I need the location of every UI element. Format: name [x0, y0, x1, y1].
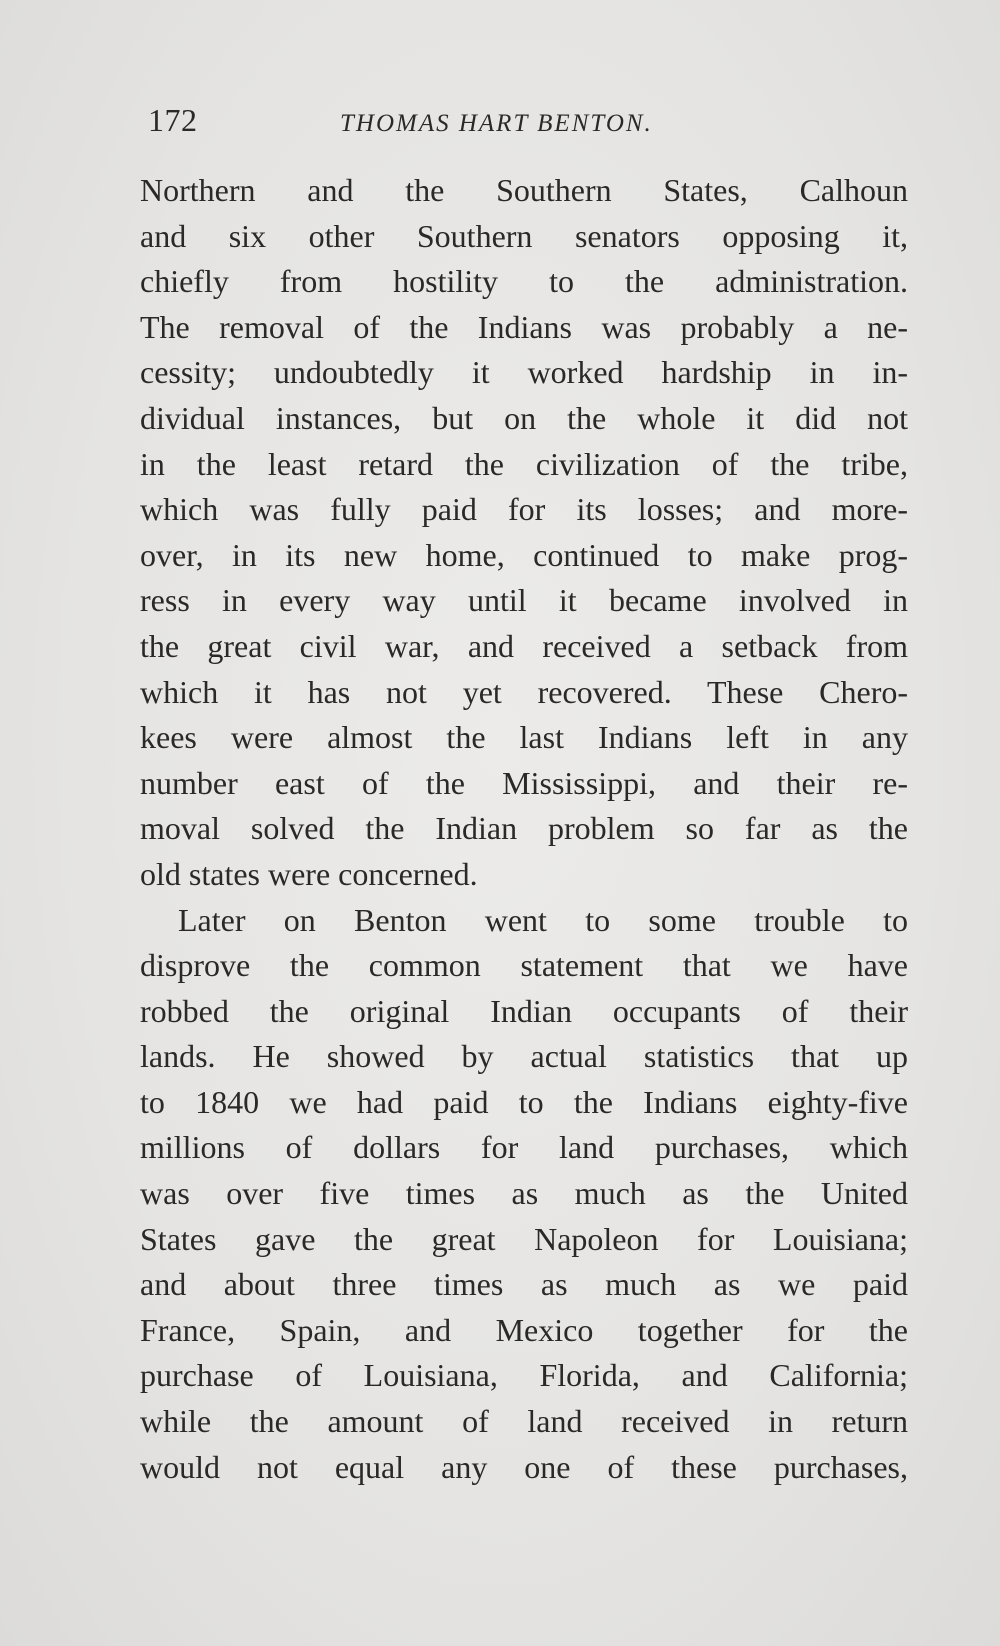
text-line: chiefly from hostility to the administration.	[140, 263, 908, 300]
text-line: robbed the original Indian occupants of their	[140, 992, 908, 1029]
text-line: which was fully paid for its losses; and more-	[140, 491, 908, 528]
text-line: France, Spain, and Mexico together for the	[140, 1311, 908, 1348]
text-line: lands. He showed by actual statistics that up	[140, 1038, 908, 1075]
text-line: dividual instances, but on the whole it did not	[140, 399, 908, 436]
text-line: disprove the common statement that we have	[140, 947, 908, 984]
text-line: while the amount of land received in return	[140, 1403, 908, 1440]
text-line: cessity; undoubtedly it worked hardship in in-	[140, 354, 908, 391]
page-number: 172	[148, 102, 198, 138]
text-line: moval solved the Indian problem so far as the	[140, 810, 908, 847]
text-line: kees were almost the last Indians left in any	[140, 719, 908, 756]
paragraph-end-line: old states were concerned.	[140, 855, 478, 892]
text-line: ress in every way until it became involved in	[140, 582, 908, 619]
text-line: and six other Southern senators opposing it,	[140, 217, 908, 254]
running-head	[148, 98, 908, 148]
text-line: to 1840 we had paid to the Indians eighty-five	[140, 1083, 908, 1120]
text-line: number east of the Mississippi, and their re-	[140, 764, 908, 801]
text-line: would not equal any one of these purchases,	[140, 1448, 908, 1485]
text-line: over, in its new home, continued to make prog-	[140, 536, 908, 573]
text-line: in the least retard the civilization of the tribe,	[140, 445, 908, 482]
running-title: THOMAS HART BENTON.	[340, 110, 653, 137]
text-line: The removal of the Indians was probably a ne-	[140, 308, 908, 345]
text-line: the great civil war, and received a setback from	[140, 627, 908, 664]
text-line: millions of dollars for land purchases, which	[140, 1129, 908, 1166]
text-line: was over five times as much as the United	[140, 1175, 908, 1212]
text-line: and about three times as much as we paid	[140, 1266, 908, 1303]
text-line: Northern and the Southern States, Calhoun	[140, 172, 908, 208]
text-line: which it has not yet recovered. These Chero-	[140, 673, 908, 710]
text-line: States gave the great Napoleon for Louisiana;	[140, 1220, 908, 1257]
body-text	[140, 168, 908, 1490]
text-line: purchase of Louisiana, Florida, and California;	[140, 1357, 908, 1394]
paragraph-start-line: Later on Benton went to some trouble to	[178, 901, 908, 938]
